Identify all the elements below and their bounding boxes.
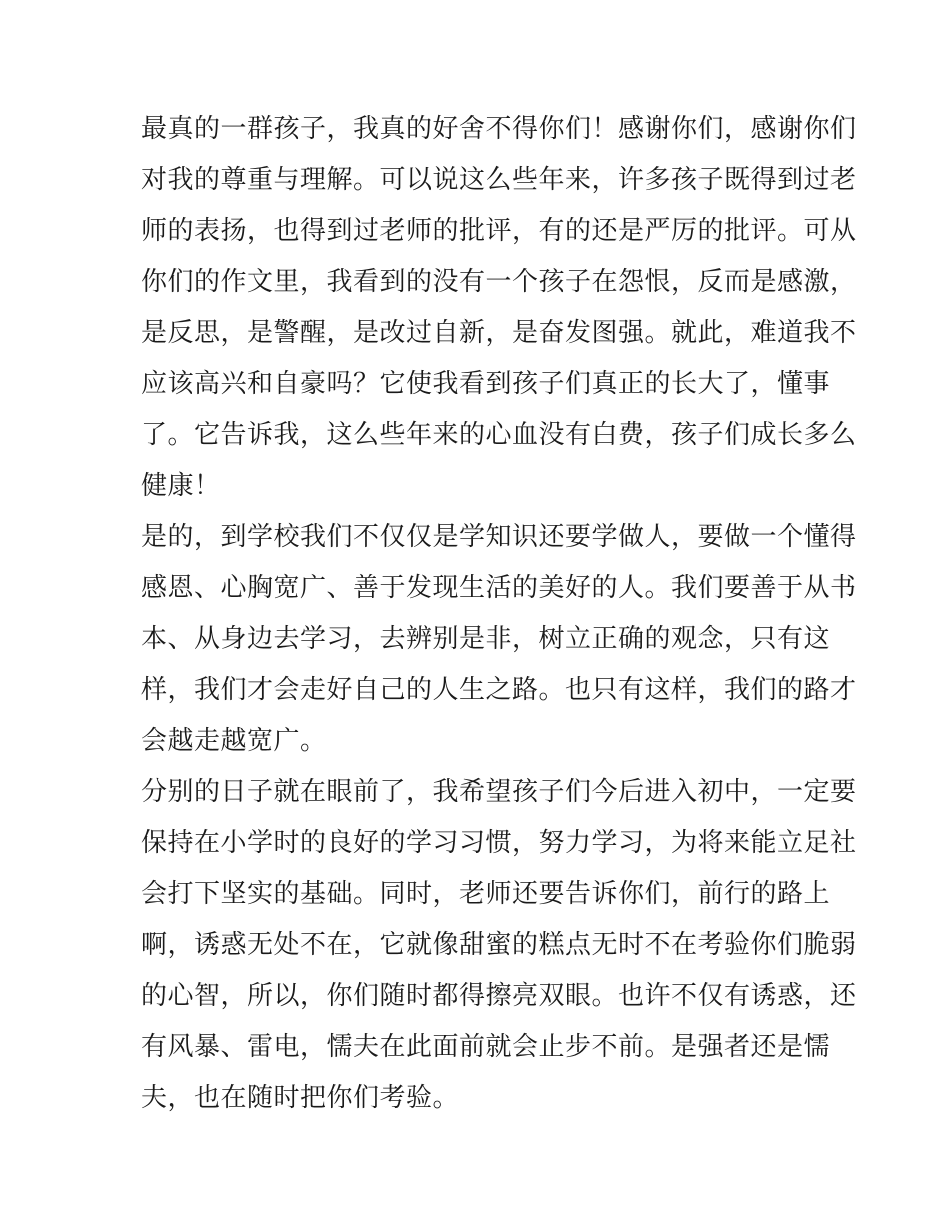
- text-line: 了。它告诉我，这么些年来的心血没有白费，孩子们成长多么: [141, 420, 857, 450]
- text-line: 应该高兴和自豪吗？它使我看到孩子们真正的长大了，懂事: [141, 369, 831, 399]
- text-line: 会打下坚实的基础。同时，老师还要告诉你们，前行的路上: [141, 879, 831, 909]
- text-line: 健康！: [141, 471, 221, 501]
- text-line: 的心智，所以，你们随时都得擦亮双眼。也许不仅有诱惑，还: [141, 981, 857, 1011]
- text-line: 是反思，是警醒，是改过自新，是奋发图强。就此，难道我不: [141, 318, 857, 348]
- paragraph-1: [141, 104, 857, 512]
- text-line: 你们的作文里，我看到的没有一个孩子在怨恨，反而是感激，: [141, 267, 857, 297]
- paragraph-3: [141, 767, 857, 1124]
- text-line: 师的表扬，也得到过老师的批评，有的还是严厉的批评。可从: [141, 216, 857, 246]
- text-line: 保持在小学时的良好的学习习惯，努力学习，为将来能立足社: [141, 828, 857, 858]
- text-line: 样，我们才会走好自己的人生之路。也只有这样，我们的路才: [141, 675, 857, 705]
- text-line: 会越走越宽广。: [141, 726, 327, 756]
- text-line: 啊，诱惑无处不在，它就像甜蜜的糕点无时不在考验你们脆弱: [141, 930, 857, 960]
- text-line: 对我的尊重与理解。可以说这么些年来，许多孩子既得到过老: [141, 165, 857, 195]
- document-body: [141, 104, 857, 1124]
- text-line: 夫，也在随时把你们考验。: [141, 1083, 460, 1113]
- paragraph-2: [141, 512, 857, 767]
- text-line: 有风暴、雷电，懦夫在此面前就会止步不前。是强者还是懦: [141, 1032, 831, 1062]
- text-line: 分别的日子就在眼前了，我希望孩子们今后进入初中，一定要: [141, 777, 857, 807]
- text-line: 感恩、心胸宽广、善于发现生活的美好的人。我们要善于从书: [141, 573, 857, 603]
- text-line: 最真的一群孩子，我真的好舍不得你们！感谢你们，感谢你们: [141, 114, 857, 144]
- text-line: 是的，到学校我们不仅仅是学知识还要学做人，要做一个懂得: [141, 522, 857, 552]
- text-line: 本、从身边去学习，去辨别是非，树立正确的观念，只有这: [141, 624, 831, 654]
